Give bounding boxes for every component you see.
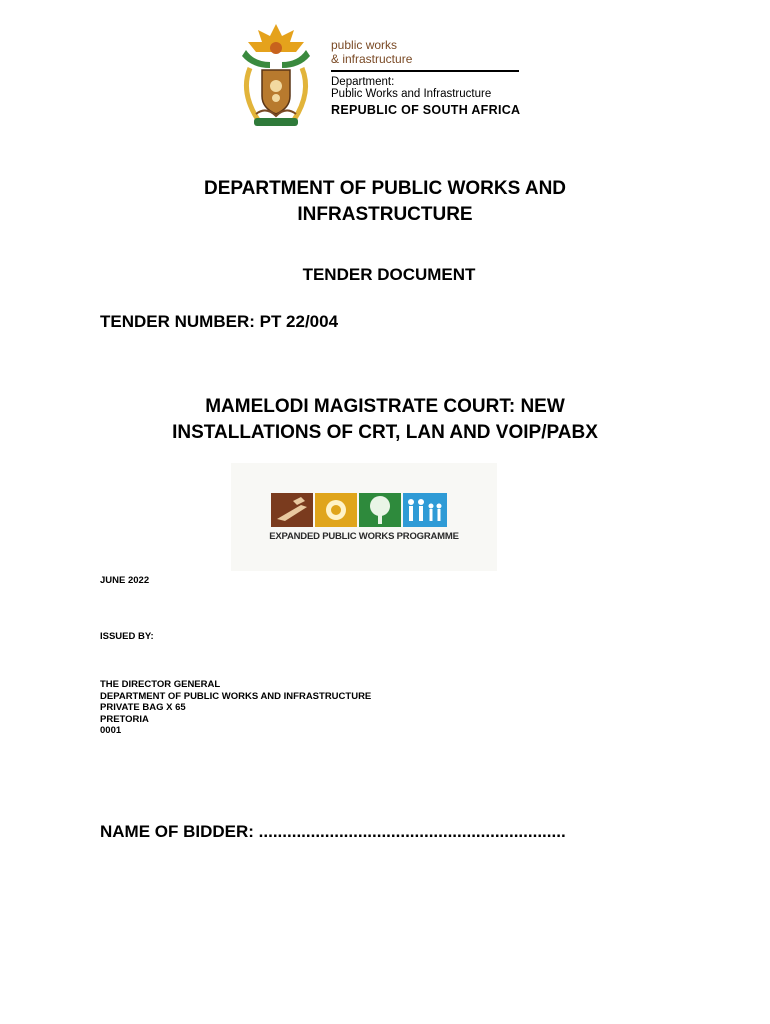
department-name: Public Works and Infrastructure <box>331 87 492 100</box>
bidder-name-field[interactable]: NAME OF BIDDER: ................................................................. <box>100 822 566 841</box>
department-logo-text <box>331 38 526 118</box>
address-line: THE DIRECTOR GENERAL <box>100 679 221 690</box>
department-label: Department: <box>331 75 395 88</box>
document-date: JUNE 2022 <box>100 575 150 586</box>
project-title-line-1: MAMELODI MAGISTRATE COURT: NEW <box>205 396 565 417</box>
country-name: REPUBLIC OF SOUTH AFRICA <box>331 102 521 117</box>
document-title <box>0 176 770 228</box>
coat-of-arms-icon <box>236 22 316 128</box>
address-line: PRIVATE BAG X 65 <box>100 702 186 713</box>
document-title-line-1: DEPARTMENT OF PUBLIC WORKS AND <box>203 178 567 199</box>
logo-line-infrastructure: & infrastructure <box>331 52 413 66</box>
epwp-caption: EXPANDED PUBLIC WORKS PROGRAMME <box>269 531 459 542</box>
address-line: PRETORIA <box>100 713 149 725</box>
logo-line-public-works: public works <box>331 38 398 52</box>
issued-by-label: ISSUED BY: <box>100 631 154 642</box>
epwp-logo <box>231 463 497 571</box>
address-line: 0001 <box>100 725 122 736</box>
epwp-tiles-icon <box>271 493 451 529</box>
document-title-line-2: INFRASTRUCTURE <box>297 204 473 225</box>
issuer-address <box>100 679 371 737</box>
project-title <box>0 394 770 446</box>
address-line: DEPARTMENT OF PUBLIC WORKS AND INFRASTRUCTURE <box>100 690 372 702</box>
logo-divider <box>331 70 519 72</box>
tender-number: TENDER NUMBER: PT 22/004 <box>100 312 339 331</box>
tender-document-heading: TENDER DOCUMENT <box>302 265 476 284</box>
project-title-line-2: INSTALLATIONS OF CRT, LAN AND VOIP/PABX <box>172 422 598 443</box>
